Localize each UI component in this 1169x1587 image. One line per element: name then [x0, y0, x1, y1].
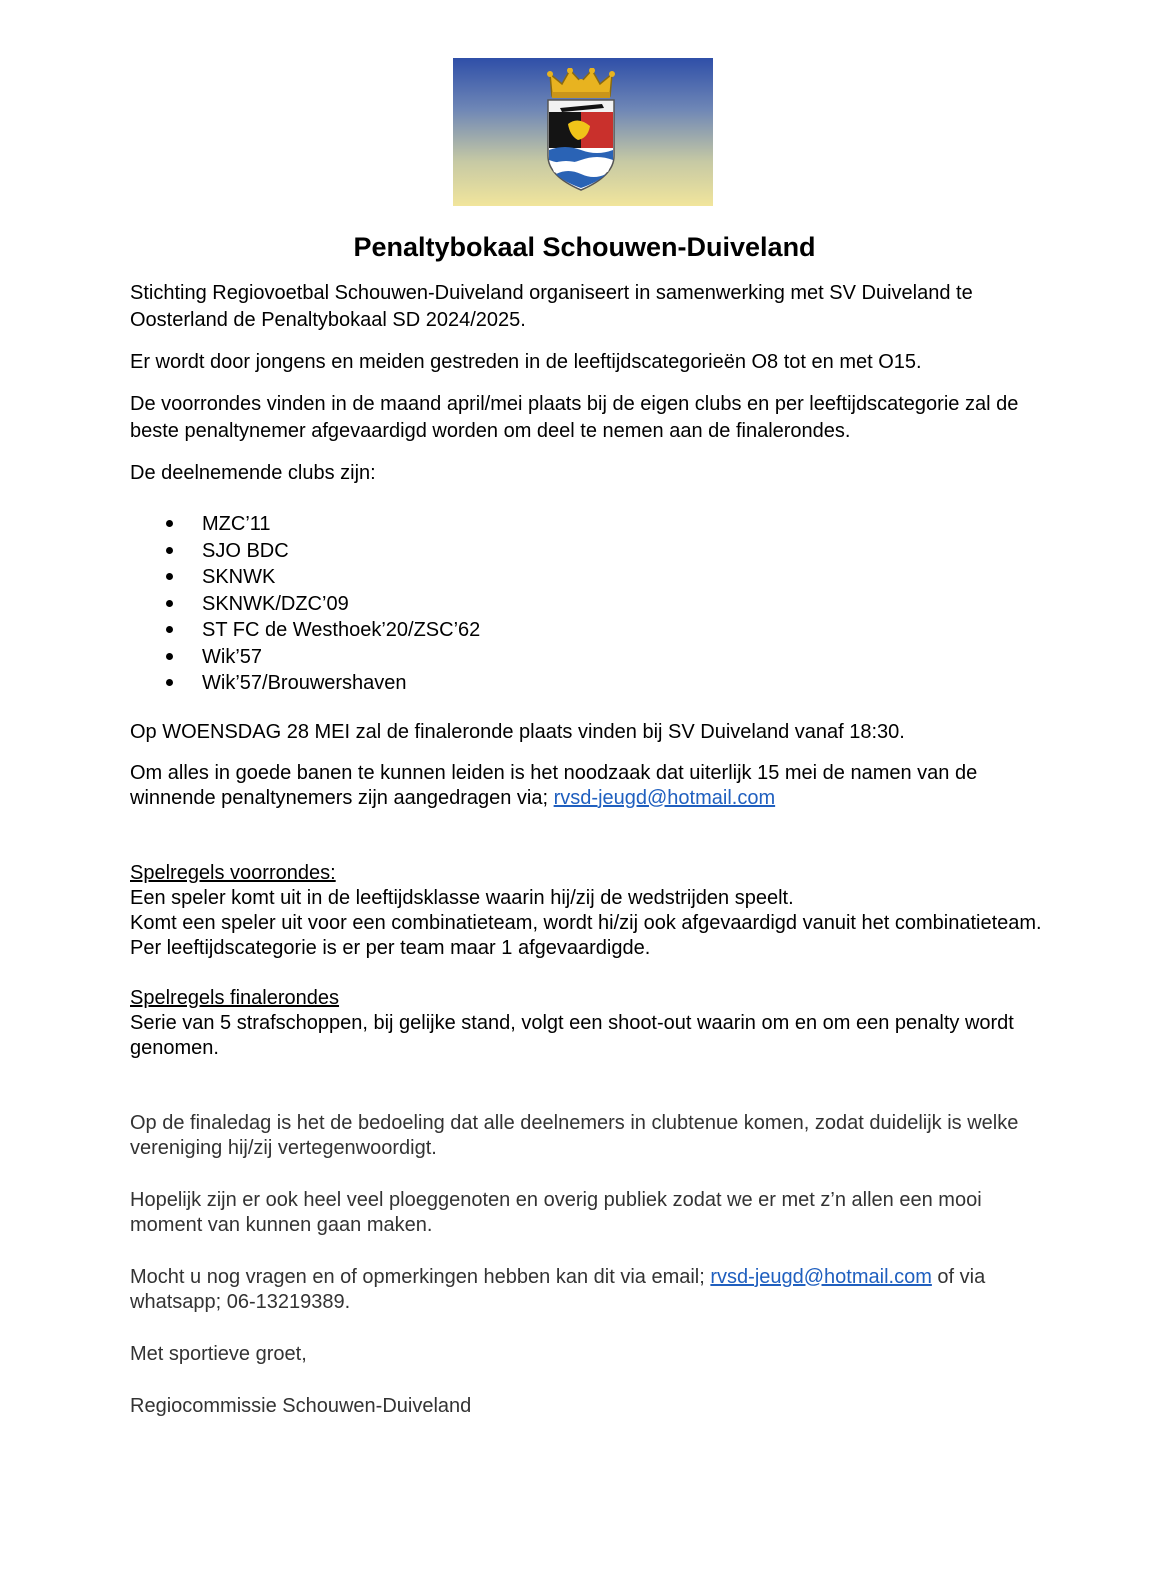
bullet-icon: [166, 547, 173, 554]
categories-paragraph: Er wordt door jongens en meiden gestreden in de leeftijdscategorieën O8 tot en met O15.: [130, 351, 922, 373]
rules-voorrondes-heading: Spelregels voorrondes:: [130, 861, 336, 884]
deadline-paragraph: Om alles in goede banen te kunnen leiden is het noodzaak dat uiterlijk 15 mei de namen van de winnende penaltynemers zijn aangedragen via; rvsd-jeugd@hotmail.com: [130, 761, 978, 809]
clubs-intro: De deelnemende clubs zijn:: [130, 462, 376, 484]
intro-paragraph: Stichting Regiovoetbal Schouwen-Duiveland organiseert in samenwerking met SV Duiveland te Oosterland de Penaltybokaal SD 2024/2025.: [130, 282, 973, 331]
bullet-icon: [166, 600, 173, 607]
rules-voorrondes-line: Een speler komt uit in de leeftijdsklasse waarin hij/zij de wedstrijden speelt.: [130, 886, 794, 909]
sender: Regiocommissie Schouwen-Duiveland: [130, 1394, 472, 1417]
finale-paragraph: Op WOENSDAG 28 MEI zal de finaleronde plaats vinden bij SV Duiveland vanaf 18:30.: [130, 720, 905, 743]
bullet-icon: [166, 520, 173, 527]
bullet-icon: [166, 679, 173, 686]
voorrondes-paragraph: De voorrondes vinden in de maand april/mei plaats bij de eigen clubs en per leeftijdscategorie zal de beste penaltynemer afgevaardigd worden om deel te nemen aan de finalerondes.: [130, 393, 1019, 442]
vragen-paragraph: Mocht u nog vragen en of opmerkingen hebben kan dit via email; rvsd-jeugd@hotmail.com of via whatsapp; 06-13219389.: [130, 1265, 986, 1313]
clubtenue-paragraph: Op de finaledag is het de bedoeling dat alle deelnemers in clubtenue komen, zodat duidelijk is welke vereniging hij/zij vertegenwoordigt.: [130, 1111, 1019, 1159]
list-item: MZC’11: [130, 511, 1050, 538]
bullet-icon: [166, 626, 173, 633]
rules-voorrondes-line: Per leeftijdscategorie is er per team maar 1 afgevaardigde.: [130, 936, 651, 959]
rules-finalerondes-text: Serie van 5 strafschoppen, bij gelijke stand, volgt een shoot-out waarin om en om een penalty wordt genomen.: [130, 1011, 1014, 1059]
list-item: ST FC de Westhoek’20/ZSC’62: [130, 617, 1050, 644]
list-item: Wik’57: [130, 644, 1050, 671]
email-link[interactable]: rvsd-jeugd@hotmail.com: [553, 786, 776, 809]
rules-finalerondes-heading: Spelregels finalerondes: [130, 986, 340, 1009]
bullet-icon: [166, 653, 173, 660]
greeting: Met sportieve groet,: [130, 1342, 307, 1365]
publiek-paragraph: Hopelijk zijn er ook heel veel ploeggenoten en overig publiek zodat we er met z’n allen een mooi moment van kunnen gaan maken.: [130, 1188, 982, 1236]
list-item: SKNWK/DZC’09: [130, 591, 1050, 618]
coat-of-arms-banner: [453, 58, 713, 206]
bullet-icon: [166, 573, 173, 580]
rules-finalerondes-section: [130, 986, 1050, 1061]
email-link[interactable]: rvsd-jeugd@hotmail.com: [710, 1265, 932, 1288]
list-item: SKNWK: [130, 564, 1050, 591]
document-body: [130, 280, 1050, 1419]
page-title: Penaltybokaal Schouwen-Duiveland: [353, 232, 816, 262]
list-item: Wik’57/Brouwershaven: [130, 670, 1050, 697]
coat-of-arms-icon: [542, 68, 620, 192]
rules-voorrondes-line: Komt een speler uit voor een combinatieteam, wordt hi/zij ook afgevaardigd vanuit het combinatieteam.: [130, 911, 1042, 934]
clubs-list: [130, 511, 1050, 697]
list-item: SJO BDC: [130, 538, 1050, 565]
rules-voorrondes-section: [130, 861, 1050, 961]
